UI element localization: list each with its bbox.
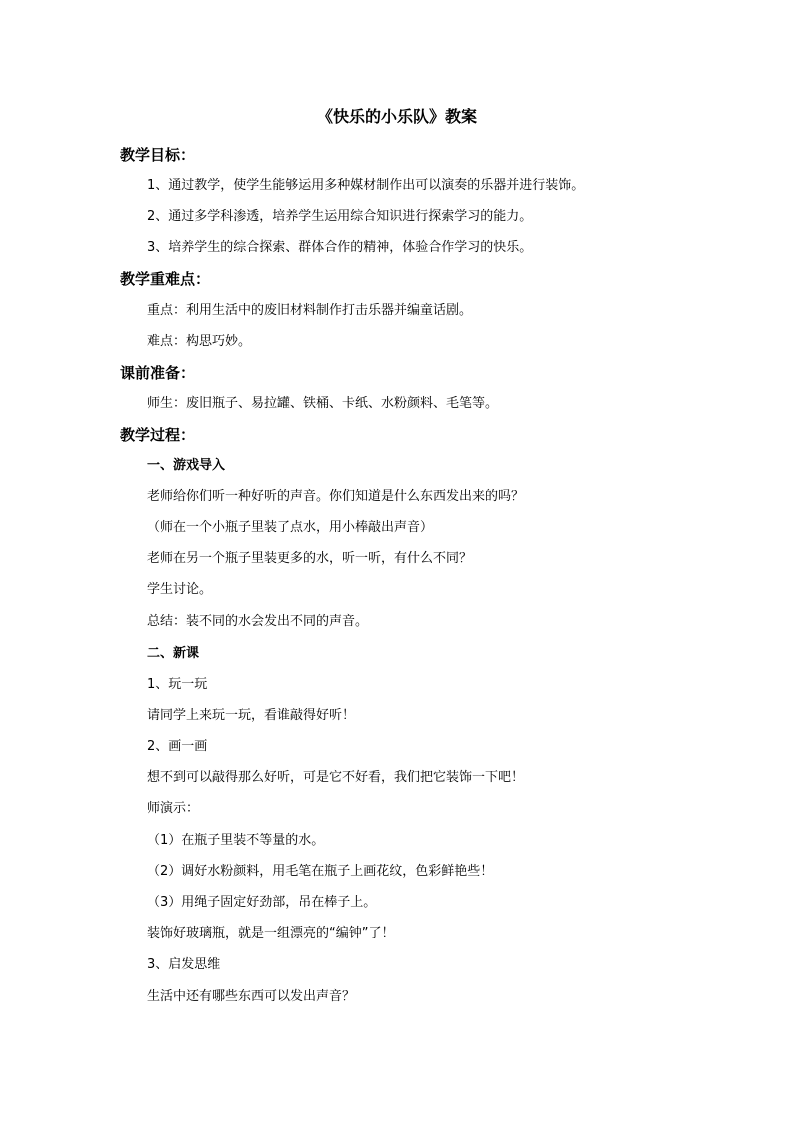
process-line: 装饰好玻璃瓶，就是一组漂亮的“编钟”了！ bbox=[147, 926, 395, 941]
process-line: （2）调好水粉颜料，用毛笔在瓶子上画花纹，色彩鲜艳些！ bbox=[147, 864, 494, 879]
process-line: 总结：装不同的水会发出不同的声音。 bbox=[147, 614, 369, 629]
subheading-new-lesson: 二、新课 bbox=[147, 646, 200, 661]
process-line: 1、玩一玩 bbox=[147, 677, 208, 692]
process-line: （师在一个小瓶子里装了点水，用小棒敲出声音） bbox=[147, 520, 434, 535]
process-line: 老师给你们听一种好听的声音。你们知道是什么东西发出来的吗？ bbox=[147, 489, 525, 504]
heading-key-points: 教学重难点： bbox=[120, 270, 211, 288]
objective-item-3: 3、培养学生的综合探索、群体合作的精神，体验合作学习的快乐。 bbox=[147, 240, 533, 255]
heading-objectives: 教学目标： bbox=[120, 146, 196, 164]
process-line: 2、画一画 bbox=[147, 739, 208, 754]
process-line: 生活中还有哪些东西可以发出声音？ bbox=[147, 989, 356, 1004]
objective-item-1: 1、通过教学，使学生能够运用多种媒材制作出可以演奏的乐器并进行装饰。 bbox=[147, 178, 585, 193]
key-point-difficulty: 难点：构思巧妙。 bbox=[147, 334, 252, 349]
process-line: 想不到可以敲得那么好听，可是它不好看，我们把它装饰一下吧！ bbox=[147, 770, 525, 785]
heading-process: 教学过程： bbox=[120, 426, 196, 444]
objective-item-2: 2、通过多学科渗透，培养学生运用综合知识进行探索学习的能力。 bbox=[147, 209, 533, 224]
process-line: 学生讨论。 bbox=[147, 582, 213, 597]
process-line: 师演示： bbox=[147, 801, 200, 816]
document-title: 《快乐的小乐队》教案 bbox=[316, 107, 477, 126]
heading-preparation: 课前准备： bbox=[120, 364, 196, 382]
key-point-focus: 重点：利用生活中的废旧材料制作打击乐器并编童话剧。 bbox=[147, 303, 473, 318]
process-line: 3、启发思维 bbox=[147, 957, 221, 972]
subheading-game-intro: 一、游戏导入 bbox=[147, 458, 226, 473]
process-line: 请同学上来玩一玩，看谁敲得好听！ bbox=[147, 708, 356, 723]
process-line: （3）用绳子固定好劲部，吊在棒子上。 bbox=[147, 895, 377, 910]
process-line: 老师在另一个瓶子里装更多的水，听一听，有什么不同？ bbox=[147, 551, 473, 566]
preparation-item: 师生：废旧瓶子、易拉罐、铁桶、卡纸、水粉颜料、毛笔等。 bbox=[147, 396, 499, 411]
process-line: （1）在瓶子里装不等量的水。 bbox=[147, 833, 325, 848]
